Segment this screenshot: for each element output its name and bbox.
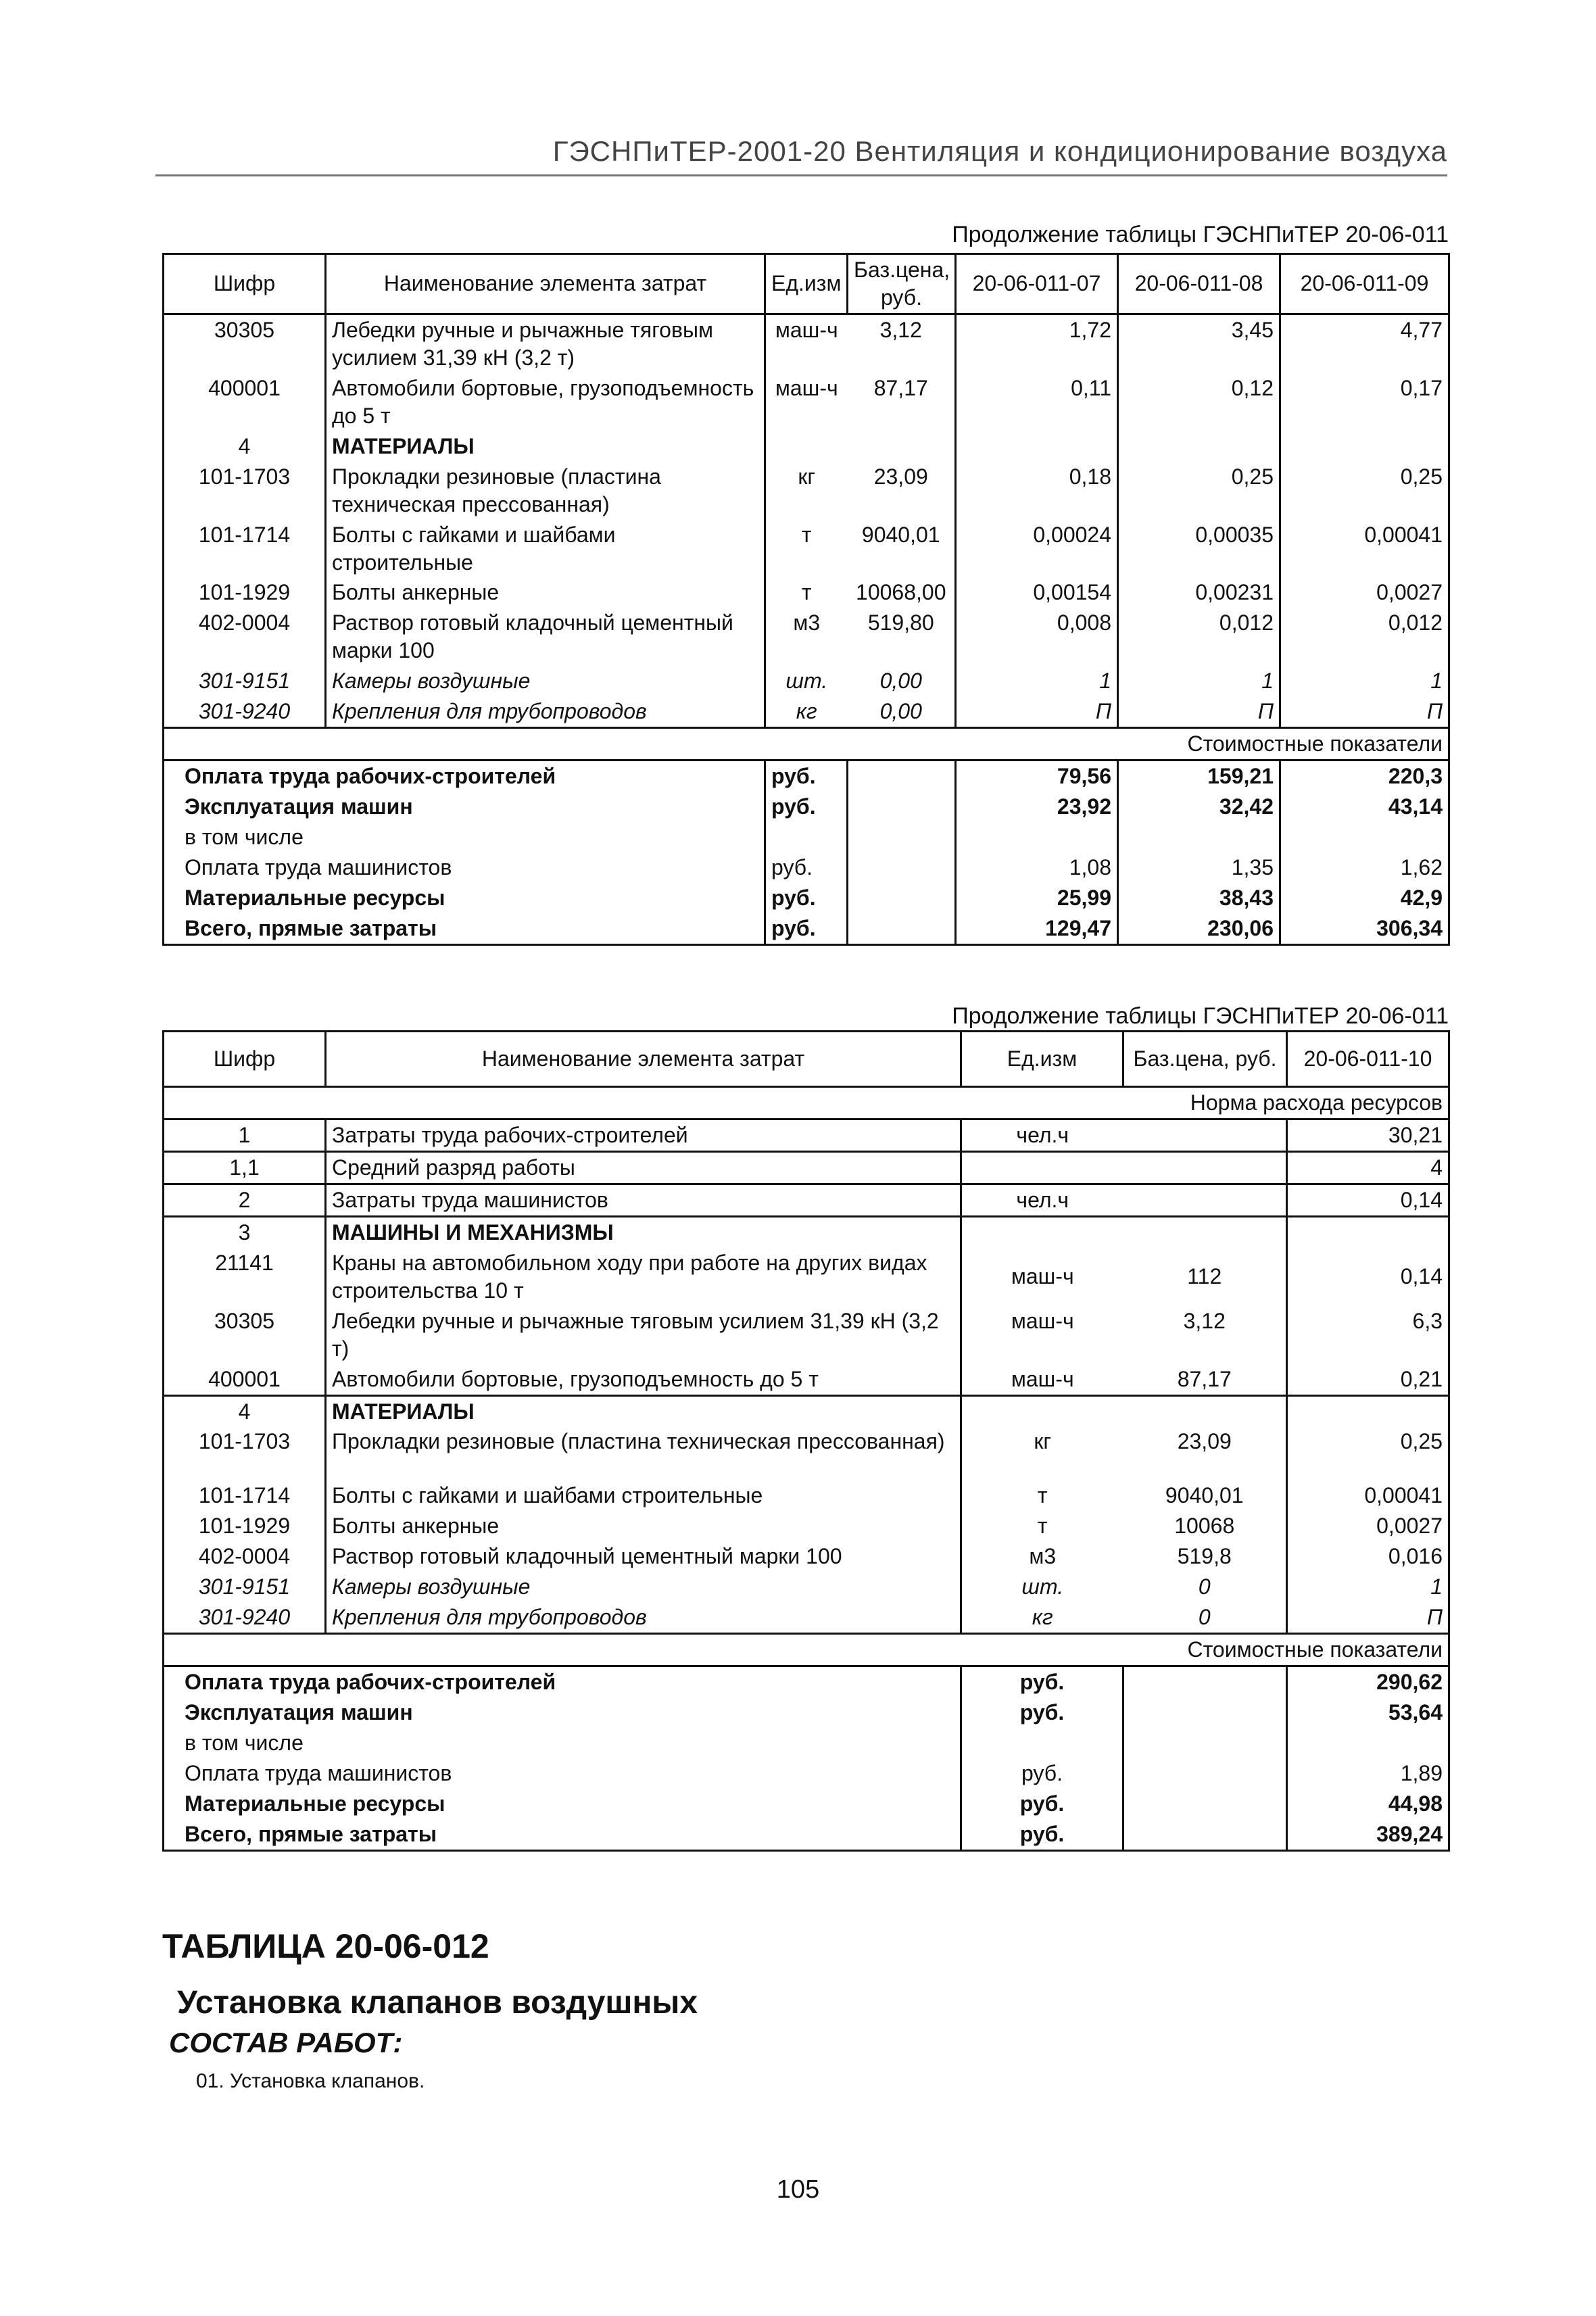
cell-value: 0,21: [1287, 1364, 1449, 1395]
table-row: [164, 1511, 1449, 1541]
table-title: ТАБЛИЦА 20-06-012: [162, 1927, 489, 1965]
table-row: [164, 696, 1449, 727]
cost-header-row: [164, 1634, 1449, 1666]
section-title: МАТЕРИАЛЫ: [326, 431, 765, 462]
cost-header: Стоимостные показатели: [164, 728, 1449, 761]
cell-name: Краны на автомобильном ходу при работе на других видах строительства 10 т: [326, 1248, 961, 1306]
table-row: [164, 1572, 1449, 1602]
col-header-code: Шифр: [164, 1032, 326, 1087]
cell-code: 400001: [164, 373, 326, 431]
cell-value: 23,92: [956, 792, 1118, 822]
cell-name: Прокладки резиновые (пластина техническая прессованная): [326, 462, 765, 520]
col-header-code: Шифр: [164, 254, 326, 314]
cell-value: 0,00231: [1118, 577, 1280, 608]
cell-code: 101-1714: [164, 520, 326, 578]
cell-value: 30,21: [1287, 1119, 1449, 1151]
cell-value: 290,62: [1287, 1666, 1449, 1697]
table-row: [164, 462, 1449, 520]
cell-code: 1,1: [164, 1151, 326, 1184]
cost-row: [164, 1819, 1449, 1850]
cell-value: 389,24: [1287, 1819, 1449, 1850]
cost-header-row: [164, 728, 1449, 761]
table2-header-row: [164, 1032, 1449, 1087]
cell-price: 0: [1198, 1605, 1211, 1630]
cell-code: 101-1703: [164, 462, 326, 520]
col-header-unit: Ед.изм: [961, 1032, 1123, 1087]
cell-unit: чел.ч: [961, 1119, 1123, 1151]
section-row-materials: [164, 1395, 1449, 1426]
cell-value: 42,9: [1280, 883, 1449, 913]
cell-value: 0,12: [1118, 373, 1280, 431]
cell-code: 402-0004: [164, 608, 326, 666]
cell-value: 0,0027: [1280, 577, 1449, 608]
cell-value: 44,98: [1287, 1789, 1449, 1819]
cell-code: 21141: [164, 1248, 326, 1306]
cell-unit: маш-ч: [765, 373, 848, 431]
cell-code: 301-9240: [164, 1602, 326, 1633]
table1: [162, 253, 1450, 946]
table1-caption: Продолжение таблицы ГЭСНПиТЕР 20-06-011: [952, 222, 1449, 247]
cell-code: 101-1703: [164, 1426, 326, 1480]
cell-value: 0,00024: [956, 520, 1118, 578]
cost-row: [164, 852, 1449, 883]
cell-unit: маш-ч: [1011, 1308, 1074, 1333]
cell-value: 0,008: [956, 608, 1118, 666]
cell-unit: т: [765, 577, 848, 608]
cost-name: Материальные ресурсы: [164, 1789, 961, 1819]
cell-price: 112: [1187, 1264, 1222, 1289]
cost-name: Оплата труда машинистов: [164, 852, 765, 883]
cell-value: 0,00041: [1287, 1480, 1449, 1511]
cell-value: 220,3: [1280, 761, 1449, 792]
cell-name: Прокладки резиновые (пластина техническая прессованная): [326, 1426, 961, 1480]
cell-value: 38,43: [1118, 883, 1280, 913]
cell-value: 0,012: [1118, 608, 1280, 666]
cost-name: Эксплуатация машин: [164, 1697, 961, 1728]
cell-unit: шт.: [1021, 1574, 1064, 1599]
cost-name: в том числе: [164, 1728, 961, 1758]
cell-name: Затраты труда машинистов: [326, 1184, 961, 1216]
cell-price: 9040,01: [1165, 1483, 1244, 1508]
cost-row: [164, 1666, 1449, 1697]
cell-name: Болты с гайками и шайбами строительные: [326, 520, 765, 578]
cost-row: [164, 1789, 1449, 1819]
cell-value: 0,0027: [1287, 1511, 1449, 1541]
cell-name: Болты анкерные: [326, 577, 765, 608]
cell-code: 101-1929: [164, 577, 326, 608]
section-title: МАТЕРИАЛЫ: [326, 1395, 961, 1426]
work-composition-title: СОСТАВ РАБОТ:: [169, 2027, 403, 2058]
cell-value: 0,00041: [1280, 520, 1449, 578]
cell-price: 519,8: [1177, 1544, 1232, 1569]
cell-code: 3: [164, 1216, 326, 1247]
cell-unit: м3: [765, 608, 848, 666]
table-row: [164, 608, 1449, 666]
cell-price: 87,17: [873, 375, 928, 400]
cell-name: Раствор готовый кладочный цементный марки 100: [326, 608, 765, 666]
col-header-rate-07: 20-06-011-07: [956, 254, 1118, 314]
cell-code: 4: [164, 431, 326, 462]
cost-row: [164, 1728, 1449, 1758]
cost-name: Всего, прямые затраты: [164, 913, 765, 944]
page-number: 105: [776, 2175, 820, 2204]
cell-value: 0,25: [1280, 462, 1449, 520]
cell-code: 400001: [164, 1364, 326, 1395]
cost-row: [164, 761, 1449, 792]
cell-unit: чел.ч: [961, 1184, 1123, 1216]
cell-value: 53,64: [1287, 1697, 1449, 1728]
col-header-rate-08: 20-06-011-08: [1118, 254, 1280, 314]
cell-name: Лебедки ручные и рычажные тяговым усилием 31,39 кН (3,2 т): [326, 314, 765, 372]
cell-code: 301-9151: [164, 666, 326, 696]
cost-unit: руб.: [765, 792, 848, 822]
cost-unit: руб.: [961, 1789, 1123, 1819]
table-row: [164, 1119, 1449, 1151]
cell-code: 30305: [164, 1306, 326, 1364]
cell-value: 3,45: [1118, 314, 1280, 372]
cell-value: 0,18: [956, 462, 1118, 520]
table2: [162, 1030, 1450, 1852]
cell-value: 1: [1287, 1572, 1449, 1602]
cell-unit: кг: [765, 696, 848, 727]
table-row: [164, 373, 1449, 431]
cell-name: Лебедки ручные и рычажные тяговым усилием 31,39 кН (3,2 т): [326, 1306, 961, 1364]
cost-name: Оплата труда машинистов: [164, 1758, 961, 1789]
cell-name: Раствор готовый кладочный цементный марки 100: [326, 1541, 961, 1572]
cell-code: 101-1714: [164, 1480, 326, 1511]
cell-code: 101-1929: [164, 1511, 326, 1541]
cost-row: [164, 1758, 1449, 1789]
col-header-price: Баз.цена, руб.: [1123, 1032, 1287, 1087]
cell-value: 0,14: [1287, 1184, 1449, 1216]
cell-price: [1123, 1151, 1287, 1184]
cell-price: 9040,01: [861, 522, 940, 547]
cell-value: 0,17: [1280, 373, 1449, 431]
table-row: [164, 666, 1449, 696]
cell-name: Болты с гайками и шайбами строительные: [326, 1480, 961, 1511]
cell-value: 0,016: [1287, 1541, 1449, 1572]
cell-unit: маш-ч: [1011, 1366, 1074, 1391]
cell-name: Автомобили бортовые, грузоподъемность до 5 т: [326, 373, 765, 431]
cell-unit: т: [765, 520, 848, 578]
cell-price: 87,17: [1177, 1366, 1232, 1391]
cost-row: [164, 1697, 1449, 1728]
col-header-rate-10: 20-06-011-10: [1287, 1032, 1449, 1087]
cost-unit: руб.: [961, 1758, 1123, 1789]
cell-name: Крепления для трубопроводов: [326, 1602, 961, 1633]
table-subtitle: Установка клапанов воздушных: [177, 1985, 698, 2021]
cell-name: Крепления для трубопроводов: [326, 696, 765, 727]
cell-value: 0,00154: [956, 577, 1118, 608]
col-header-rate-09: 20-06-011-09: [1280, 254, 1449, 314]
table-row: [164, 1364, 1449, 1395]
cell-value: 1: [956, 666, 1118, 696]
cell-name: Болты анкерные: [326, 1511, 961, 1541]
cost-unit: руб.: [961, 1666, 1123, 1697]
table-row: [164, 314, 1449, 372]
cost-row: [164, 792, 1449, 822]
cell-unit: кг: [765, 462, 848, 520]
cell-name: Камеры воздушные: [326, 1572, 961, 1602]
table-row: [164, 1480, 1449, 1511]
cost-name: в том числе: [164, 822, 765, 852]
cell-value: 159,21: [1118, 761, 1280, 792]
cell-price: 10068,00: [856, 580, 946, 605]
cell-value: 1,89: [1287, 1758, 1449, 1789]
cost-unit: руб.: [961, 1819, 1123, 1850]
cell-unit: т: [1037, 1514, 1048, 1539]
table-row: [164, 1306, 1449, 1364]
cost-unit: руб.: [765, 883, 848, 913]
cell-value: 230,06: [1118, 913, 1280, 944]
work-item: 01. Установка клапанов.: [196, 2070, 425, 2092]
cell-code: 301-9240: [164, 696, 326, 727]
cell-value: 32,42: [1118, 792, 1280, 822]
section-title: МАШИНЫ И МЕХАНИЗМЫ: [326, 1216, 961, 1247]
table2-caption: Продолжение таблицы ГЭСНПиТЕР 20-06-011: [952, 1003, 1449, 1029]
cost-name: Оплата труда рабочих-строителей: [164, 1666, 961, 1697]
cost-name: Материальные ресурсы: [164, 883, 765, 913]
cell-name: Автомобили бортовые, грузоподъемность до 5 т: [326, 1364, 961, 1395]
cell-value: 79,56: [956, 761, 1118, 792]
cell-price: 23,09: [1177, 1429, 1232, 1454]
cell-value: 0,25: [1287, 1426, 1449, 1480]
cell-value: 43,14: [1280, 792, 1449, 822]
cell-unit: [961, 1151, 1123, 1184]
cell-price: [1123, 1184, 1287, 1216]
cell-value: 0,25: [1118, 462, 1280, 520]
cell-price: [1123, 1119, 1287, 1151]
cell-value: П: [1118, 696, 1280, 727]
cell-unit: т: [1037, 1483, 1048, 1508]
cell-price: 0,00: [879, 669, 922, 694]
cell-unit: маш-ч: [1011, 1264, 1074, 1289]
cell-name: Затраты труда рабочих-строителей: [326, 1119, 961, 1151]
col-header-price: Баз.цена, руб.: [848, 254, 956, 314]
cell-value: 0,012: [1280, 608, 1449, 666]
cell-value: 129,47: [956, 913, 1118, 944]
col-header-unit: Ед.изм: [765, 254, 848, 314]
table-row: [164, 1184, 1449, 1216]
cell-value: 25,99: [956, 883, 1118, 913]
table-row: [164, 1151, 1449, 1184]
cell-price: 0,00: [879, 699, 922, 724]
cost-name: Всего, прямые затраты: [164, 1819, 961, 1850]
running-header: ГЭСНПиТЕР-2001-20 Вентиляция и кондиционирование воздуха: [155, 135, 1447, 176]
section-row-materials: [164, 431, 1449, 462]
cell-value: 1,35: [1118, 852, 1280, 883]
table1-header-row: [164, 254, 1449, 314]
norm-header: Норма расхода ресурсов: [164, 1087, 1449, 1119]
cell-price: 0: [1198, 1574, 1211, 1599]
cell-price: 23,09: [873, 464, 928, 489]
table-row: [164, 1541, 1449, 1572]
cell-code: 1: [164, 1119, 326, 1151]
cost-name: Эксплуатация машин: [164, 792, 765, 822]
cost-row: [164, 883, 1449, 913]
cell-code: 4: [164, 1395, 326, 1426]
cost-row: [164, 913, 1449, 944]
cell-unit: м3: [1029, 1544, 1057, 1569]
cell-value: П: [956, 696, 1118, 727]
cell-value: 0,11: [956, 373, 1118, 431]
cell-value: П: [1287, 1602, 1449, 1633]
cell-code: 402-0004: [164, 1541, 326, 1572]
cell-unit: кг: [1032, 1605, 1053, 1630]
cell-unit: маш-ч: [765, 314, 848, 372]
cell-value: 4,77: [1280, 314, 1449, 372]
cost-unit: руб.: [765, 852, 848, 883]
cell-value: 1: [1280, 666, 1449, 696]
cell-value: П: [1280, 696, 1449, 727]
cell-price: 10068: [1174, 1514, 1235, 1539]
section-row-machines: [164, 1216, 1449, 1247]
cost-name: Оплата труда рабочих-строителей: [164, 761, 765, 792]
table-row: [164, 577, 1449, 608]
table-row: [164, 1248, 1449, 1306]
cost-unit: руб.: [765, 913, 848, 944]
cell-code: 2: [164, 1184, 326, 1216]
cell-unit: шт.: [765, 666, 848, 696]
cost-row: [164, 822, 1449, 852]
cell-value: 1,08: [956, 852, 1118, 883]
cost-unit: руб.: [765, 761, 848, 792]
table-row: [164, 520, 1449, 578]
cell-price: 3,12: [1183, 1308, 1226, 1333]
cell-value: 4: [1287, 1151, 1449, 1184]
col-header-name: Наименование элемента затрат: [326, 1032, 961, 1087]
cell-name: Камеры воздушные: [326, 666, 765, 696]
cost-header: Стоимостные показатели: [164, 1634, 1449, 1666]
cell-code: 301-9151: [164, 1572, 326, 1602]
cell-value: 0,00035: [1118, 520, 1280, 578]
cost-unit: руб.: [961, 1697, 1123, 1728]
cell-unit: кг: [1034, 1429, 1052, 1454]
cell-price: 519,80: [867, 610, 934, 635]
cell-value: 1: [1118, 666, 1280, 696]
norm-header-row: [164, 1087, 1449, 1119]
cell-value: 1,62: [1280, 852, 1449, 883]
table-row: [164, 1602, 1449, 1633]
cell-price: 3,12: [879, 317, 922, 342]
cell-value: 0,14: [1287, 1248, 1449, 1306]
cell-value: 306,34: [1280, 913, 1449, 944]
cell-code: 30305: [164, 314, 326, 372]
cell-value: 1,72: [956, 314, 1118, 372]
cell-name: Средний разряд работы: [326, 1151, 961, 1184]
table-row: [164, 1426, 1449, 1480]
cell-value: 6,3: [1287, 1306, 1449, 1364]
col-header-name: Наименование элемента затрат: [326, 254, 765, 314]
